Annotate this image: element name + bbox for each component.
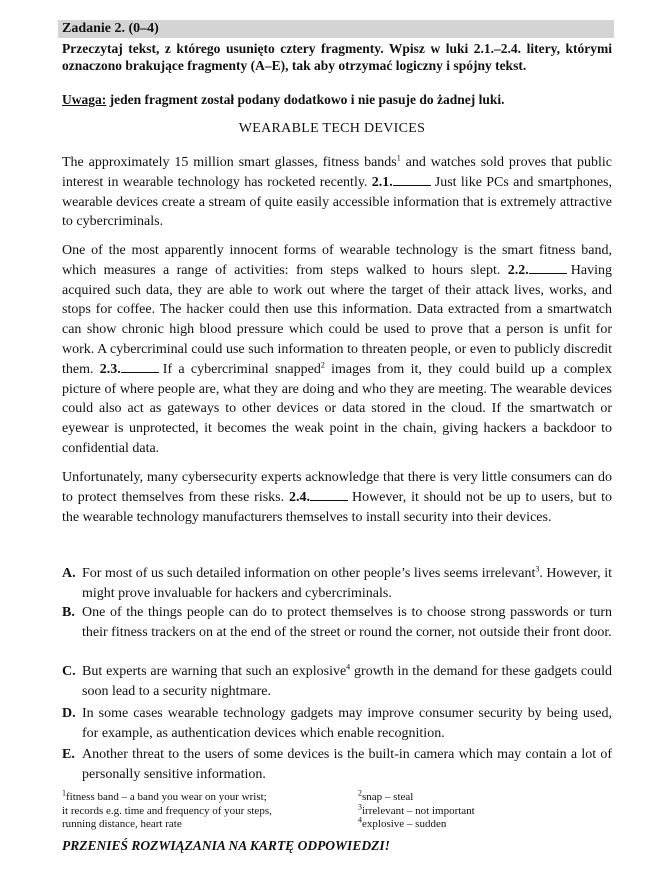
footnote-num: 2 xyxy=(358,788,362,798)
footnote-num: 1 xyxy=(62,788,66,798)
p1-text-b: and watches sold proves that public interest in wearable technology has rocketed recently. xyxy=(62,155,613,190)
footnote-line xyxy=(62,788,322,805)
option-e xyxy=(62,745,612,785)
option-text: Another threat to the users of some devices is the built-in camera which may contain a lot of personally sensitive information. xyxy=(82,747,612,782)
gap-blank-2-1[interactable] xyxy=(393,173,431,186)
option-a xyxy=(62,564,612,604)
footnote-marker-3: 3 xyxy=(535,564,540,574)
gap-label-2-4: 2.4. xyxy=(288,489,310,505)
p1-text-a: The approximately 15 million smart glasses, fitness bands xyxy=(62,155,397,170)
option-text-cont: . However, it might prove invaluable for hackers and cybercriminals. xyxy=(82,566,613,601)
footnote-term: explosive xyxy=(362,818,405,830)
footnote-term: irrelevant xyxy=(362,804,405,817)
option-letter: B. xyxy=(62,605,75,620)
gap-label-2-1: 2.1. xyxy=(371,174,393,190)
option-letter: C. xyxy=(62,664,76,679)
gap-label-2-2: 2.2. xyxy=(507,262,529,278)
p1-text-c: Just like PCs and smartphones, wearable devices create a stream of quite easily accessible information that is extremely attractive to cybercriminals. xyxy=(62,174,612,230)
footnote-def: – steal xyxy=(382,791,414,803)
footnote-def: – not important xyxy=(404,804,475,817)
p2-text-c: If a cybercriminal snapped xyxy=(162,361,321,377)
footnote-line xyxy=(358,801,608,819)
footnote-line xyxy=(62,805,322,819)
option-b xyxy=(62,603,612,643)
article-paragraph-1 xyxy=(62,153,612,232)
p2-text-d: images from it, they could build up a complex picture of where people are, what they are doing and who they are meeting. The wearable devices could also act as gateways to other devices or data stored in the cloud. If the smartwatch or eyewear is unprotected, it becomes the weak point in the chain, giving hackers a backdoor to confidential data. xyxy=(62,361,613,456)
task-instructions: Przeczytaj tekst, z którego usunięto cztery fragmenty. Wpisz w luki 2.1.–2.4. litery, którymi oznaczono brakujące fragmenty (A–E), tak aby otrzymać logiczny i spójny tekst. xyxy=(62,41,612,73)
task-note xyxy=(62,91,612,108)
option-letter: D. xyxy=(62,706,76,721)
p2-text-a: One of the most apparently innocent forms of wearable technology is the smart fitness band, which measures a range of activities: from steps walked to hours slept. xyxy=(62,243,612,278)
footnote-def: running distance, heart rate xyxy=(62,818,182,830)
footnote-num: 4 xyxy=(358,815,362,825)
final-instruction: PRZENIEŚ ROZWIĄZANIA NA KARTĘ ODPOWIEDZI! xyxy=(62,838,390,853)
option-text: But experts are warning that such an explosive xyxy=(82,664,347,679)
gap-blank-2-2[interactable] xyxy=(529,261,567,274)
p2-text-b: Having acquired such data, they are able to work out where the target of their attack lives, works, and stops for coffee. The hacker could then use this information. Data extracted from a smartwatch can show chronic high blood pressure which could be used to prove that a person is unfit for work. A cybercriminal could use such information to threaten people, or even to publicly discredit them. xyxy=(62,262,612,377)
footnote-def: it records e.g. time and frequency of your steps, xyxy=(62,804,272,817)
footnote-num: 3 xyxy=(358,801,362,811)
p3-text-a: Unfortunately, many cybersecurity experts acknowledge that there is very little consumers can do to protect themselves from these risks. xyxy=(62,470,612,505)
option-text: One of the things people can do to protect themselves is to choose strong passwords or turn their fitness trackers on at the end of the street or round the corner, not outside their front door. xyxy=(82,605,612,640)
footnote-def: – sudden xyxy=(404,818,447,830)
option-text: For most of us such detailed information on other people’s lives seems irrelevant xyxy=(82,566,536,581)
footnote-marker-4: 4 xyxy=(346,662,351,672)
p3-text-b: However, it should not be up to users, but to the wearable technology manufacturers themselves to install security into their devices. xyxy=(62,489,612,525)
note-text: jeden fragment został podany dodatkowo i nie pasuje do żadnej luki. xyxy=(106,92,505,107)
note-label: Uwaga: xyxy=(62,92,107,107)
option-letter: E. xyxy=(62,747,75,762)
option-d xyxy=(62,704,612,744)
footnote-term: snap xyxy=(362,791,383,803)
gap-label-2-3: 2.3. xyxy=(99,361,121,377)
footnote-def: – a band you wear on your wrist; xyxy=(118,791,267,803)
option-letter: A. xyxy=(62,566,76,581)
gap-blank-2-3[interactable] xyxy=(121,360,159,373)
task-header: Zadanie 2. (0–4) xyxy=(58,20,614,38)
footnote-marker-2: 2 xyxy=(320,360,325,370)
article-paragraph-2 xyxy=(62,241,612,459)
gap-blank-2-4[interactable] xyxy=(310,488,348,501)
article-title: WEARABLE TECH DEVICES xyxy=(238,121,426,136)
footnote-line xyxy=(62,818,322,832)
option-c xyxy=(62,662,612,702)
footnotes-left xyxy=(62,788,322,832)
footnotes-right xyxy=(358,788,608,832)
article-paragraph-3 xyxy=(62,468,612,527)
footnote-marker-1: 1 xyxy=(396,153,401,163)
footnote-line xyxy=(358,788,608,805)
footnote-term: fitness band xyxy=(66,791,119,803)
option-text: In some cases wearable technology gadgets may improve consumer security by being used, for example, as authentication devices which enable recognition. xyxy=(82,706,612,741)
footnote-line xyxy=(358,815,608,832)
option-text-cont: growth in the demand for these gadgets could soon lead to a security nightmare. xyxy=(82,664,612,699)
